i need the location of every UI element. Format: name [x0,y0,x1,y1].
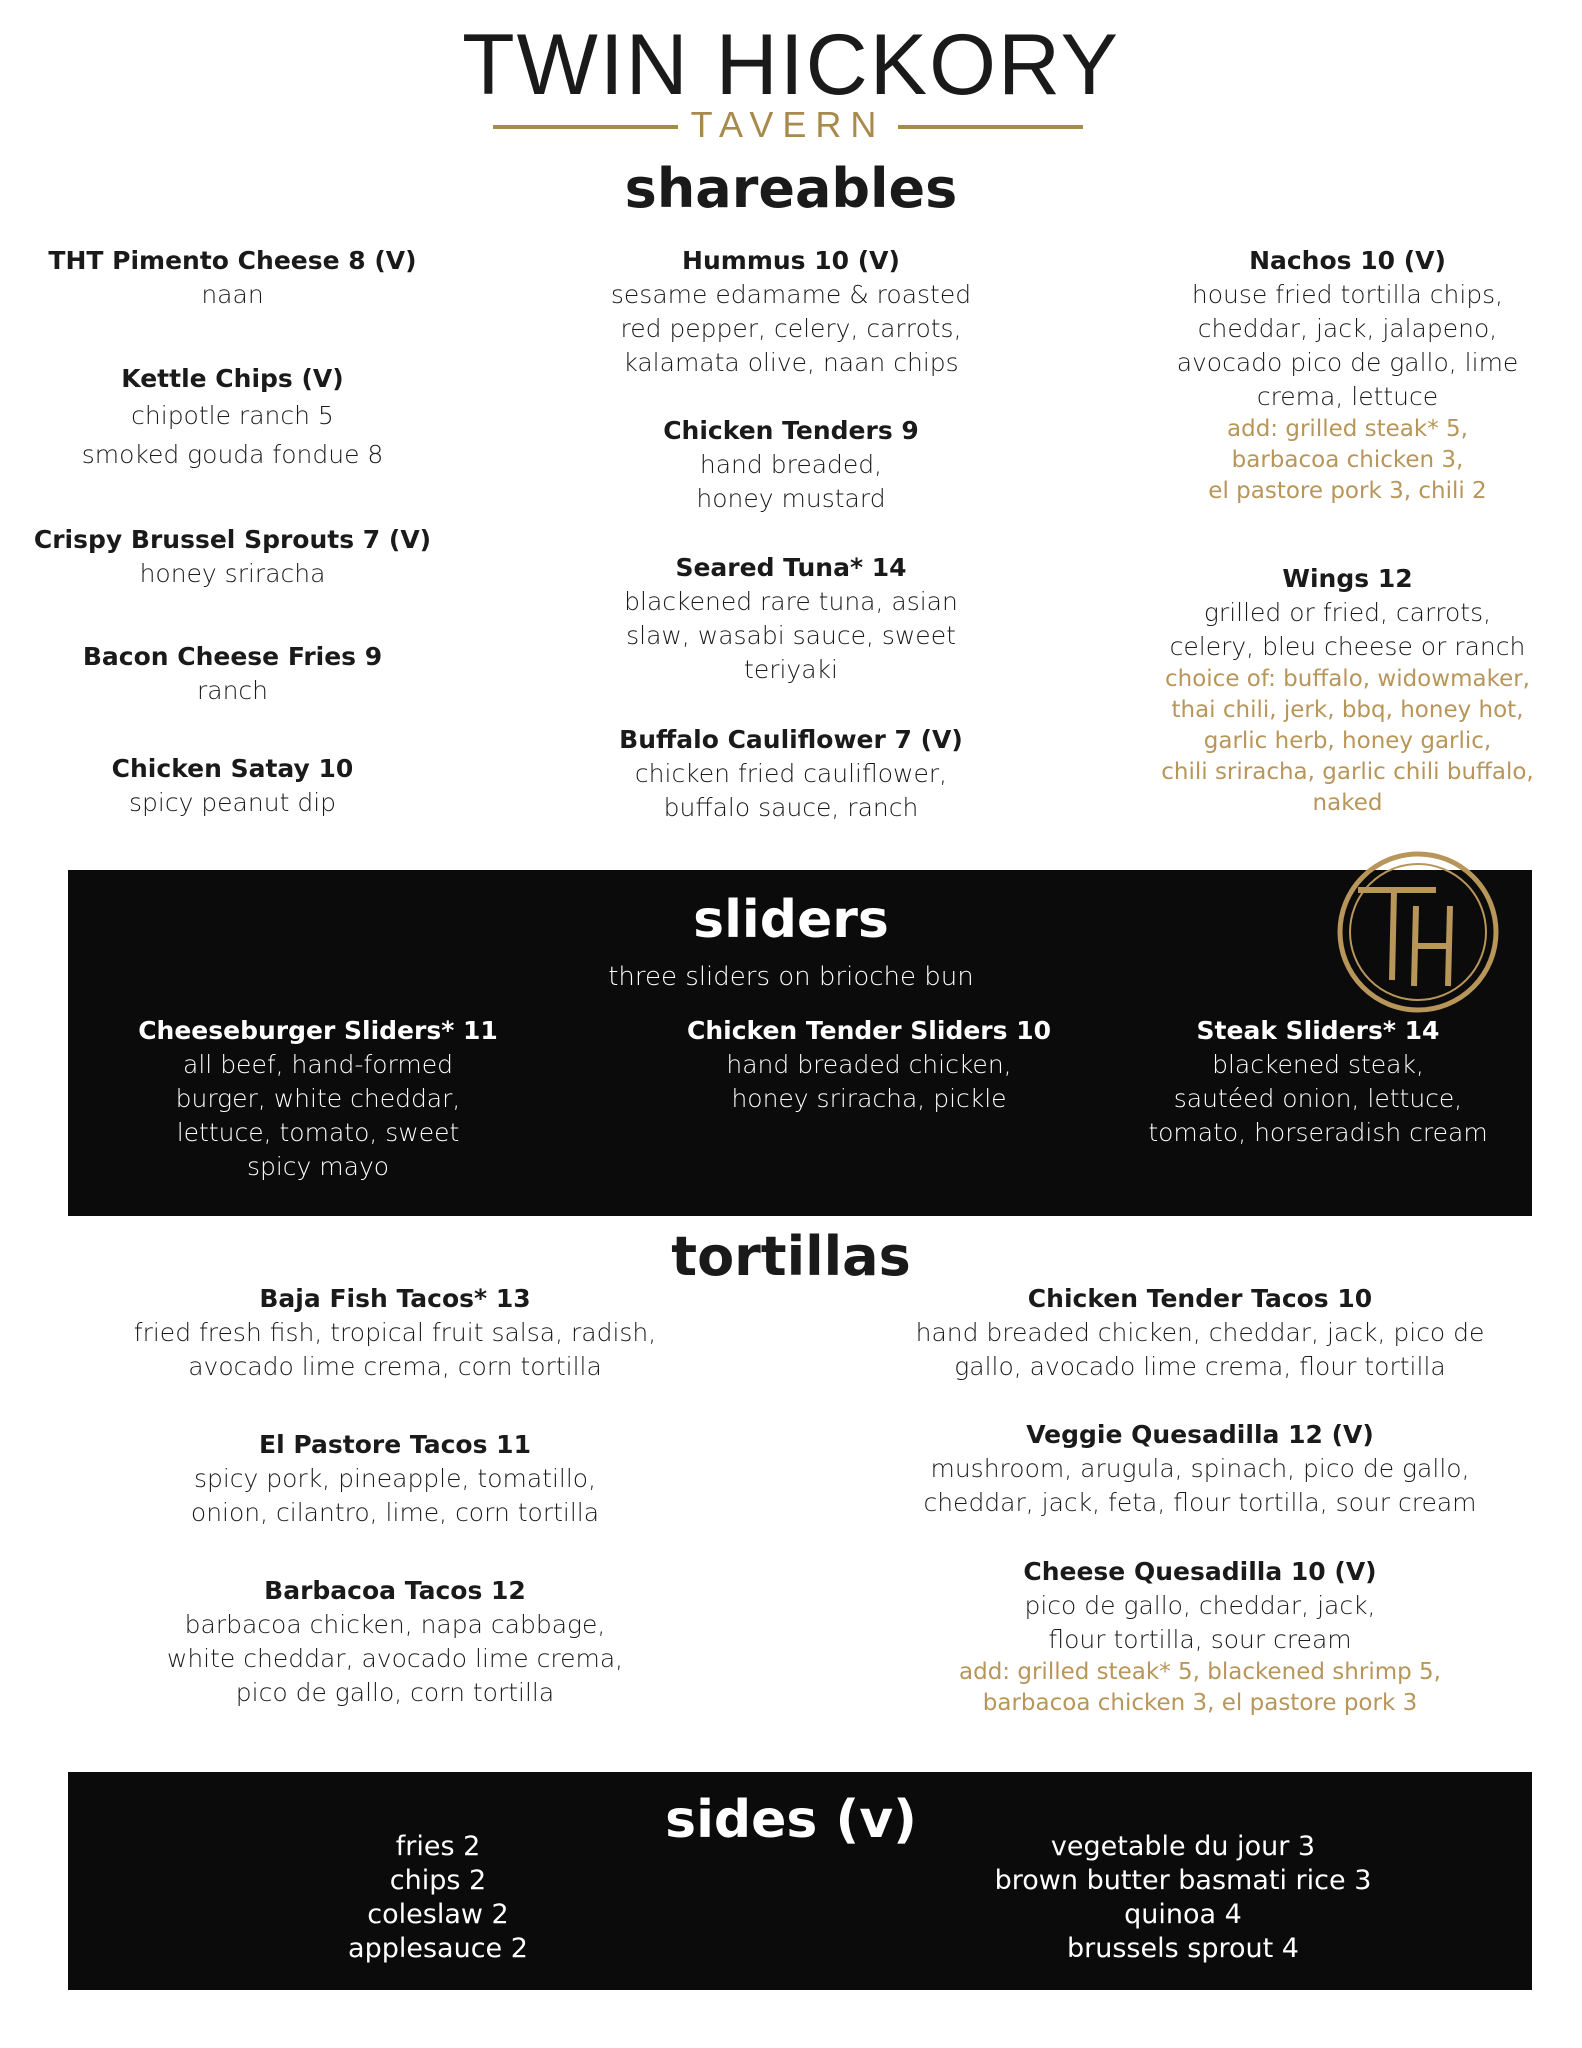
menu-item [20,244,445,312]
item-desc: cheddar, jack, jalapeno, [1197,314,1498,343]
item-name: Veggie Quesadilla 12 (V) [1026,1420,1374,1449]
item-desc: house fried tortilla chips, [1191,280,1504,309]
item-name: Hummus 10 (V) [682,246,900,275]
menu-item [100,1428,690,1530]
sliders-band [68,870,1532,1216]
menu-item [880,1555,1520,1719]
item-desc: gallo, avocado lime crema, flour tortilla [954,1352,1446,1381]
side-item: chips 2 [389,1865,487,1896]
menu-item [565,723,1017,825]
menu-item [618,1014,1120,1116]
item-desc: smoked gouda fondue 8 [81,440,384,469]
menu-item [1120,562,1575,819]
item-desc: honey sriracha, pickle [731,1084,1007,1113]
menu-item [100,1282,690,1384]
menu-item [100,1574,690,1710]
item-addon: el pastore pork 3, chili 2 [1208,478,1487,504]
item-name: Steak Sliders* 14 [1196,1016,1440,1045]
menu-item [1123,1014,1513,1150]
item-desc: onion, cilantro, lime, corn tortilla [190,1498,600,1527]
sliders-title: sliders [693,890,889,950]
item-desc: hand breaded chicken, [726,1050,1012,1079]
item-name: Chicken Tender Tacos 10 [1027,1284,1373,1313]
item-desc: cheddar, jack, feta, flour tortilla, sour cream [923,1488,1477,1517]
divider-right [898,125,1083,129]
item-name: Kettle Chips (V) [121,364,344,393]
item-desc: chipotle ranch 5 [131,401,334,430]
item-name: Crispy Brussel Sprouts 7 (V) [33,525,432,554]
item-desc: blackened steak, [1212,1050,1424,1079]
side-item: brussels sprout 4 [1067,1933,1299,1964]
item-desc: sautéed onion, lettuce, [1173,1084,1463,1113]
item-addon: thai chili, jerk, bbq, honey hot, [1171,697,1524,723]
item-desc: flour tortilla, sour cream [1048,1625,1352,1654]
item-name: Cheeseburger Sliders* 11 [138,1016,498,1045]
item-desc: ranch [196,676,269,705]
item-name: El Pastore Tacos 11 [259,1430,531,1459]
menu-item [1120,244,1575,507]
menu-item [880,1418,1520,1520]
side-item: applesauce 2 [348,1933,528,1964]
item-desc: all beef, hand-formed [183,1050,453,1079]
item-name: Cheese Quesadilla 10 (V) [1023,1557,1377,1586]
sides-list-left [288,1830,588,1966]
item-desc: buffalo sauce, ranch [663,793,919,822]
item-addon: add: grilled steak* 5, [1227,416,1468,442]
item-name: Bacon Cheese Fries 9 [82,642,383,671]
item-name: Nachos 10 (V) [1249,246,1446,275]
menu-item [565,551,1017,687]
menu-item [20,752,445,820]
menu-item [20,523,445,591]
item-desc: red pepper, celery, carrots, [620,314,962,343]
item-name: Chicken Tenders 9 [663,416,919,445]
item-name: Wings 12 [1282,564,1413,593]
item-addon: choice of: buffalo, widowmaker, [1164,666,1530,692]
side-item: coleslaw 2 [367,1899,509,1930]
menu-item [20,640,445,708]
item-desc: hand breaded, [699,450,883,479]
menu-item [880,1282,1520,1384]
item-desc: spicy peanut dip [128,788,337,817]
item-name: THT Pimento Cheese 8 (V) [48,246,417,275]
menu-item [565,244,1017,380]
tortillas-title: tortillas [671,1225,911,1288]
item-desc: avocado pico de gallo, lime [1176,348,1519,377]
item-desc: tomato, horseradish cream [1148,1118,1488,1147]
item-desc: honey mustard [696,484,886,513]
menu-item [20,362,445,474]
sides-title: sides (v) [665,1790,917,1850]
item-desc: fried fresh fish, tropical fruit salsa, radish, [133,1318,657,1347]
item-desc: spicy mayo [246,1152,390,1181]
item-desc: burger, white cheddar, [175,1084,461,1113]
menu-item [108,1014,528,1184]
item-desc: teriyaki [744,655,838,684]
item-desc: chicken fried cauliflower, [634,759,948,788]
item-name: Seared Tuna* 14 [675,553,907,582]
shareables-title: shareables [624,157,958,220]
item-desc: barbacoa chicken, napa cabbage, [184,1610,606,1639]
item-desc: blackened rare tuna, asian [624,587,958,616]
side-item: fries 2 [395,1831,481,1862]
item-desc: pico de gallo, corn tortilla [235,1678,555,1707]
item-desc: kalamata olive, naan chips [623,348,959,377]
item-addon: add: grilled steak* 5, blackened shrimp 5, [959,1659,1441,1685]
th-logo-icon [1318,848,1518,1018]
item-name: Chicken Tender Sliders 10 [686,1016,1051,1045]
item-name: Baja Fish Tacos* 13 [259,1284,531,1313]
menu-item [565,414,1017,516]
sides-list-right [958,1830,1408,1966]
side-item: quinoa 4 [1124,1899,1242,1930]
item-desc: celery, bleu cheese or ranch [1169,632,1526,661]
tavern-subbrand [493,104,1083,147]
item-desc: lettuce, tomato, sweet [176,1118,460,1147]
item-desc: crema, lettuce [1256,382,1439,411]
sides-band [68,1772,1532,1990]
side-item: vegetable du jour 3 [1050,1831,1316,1862]
item-desc: naan [201,280,264,309]
item-desc: sesame edamame & roasted [610,280,972,309]
item-desc: spicy pork, pineapple, tomatillo, [193,1464,597,1493]
item-desc: pico de gallo, cheddar, jack, [1024,1591,1376,1620]
item-name: Buffalo Cauliflower 7 (V) [619,725,963,754]
sliders-subtitle: three sliders on brioche bun [608,962,974,992]
tavern-label: TAVERN [690,104,886,145]
item-desc: hand breaded chicken, cheddar, jack, pico de [915,1318,1485,1347]
item-desc: mushroom, arugula, spinach, pico de gallo, [930,1454,1470,1483]
item-addon: barbacoa chicken 3, el pastore pork 3 [982,1690,1418,1716]
restaurant-name: TWIN HICKORY [462,17,1120,113]
item-name: Chicken Satay 10 [111,754,354,783]
item-addon: garlic herb, honey garlic, [1203,728,1492,754]
item-desc: slaw, wasabi sauce, sweet [626,621,956,650]
item-desc: avocado lime crema, corn tortilla [188,1352,602,1381]
item-addon: barbacoa chicken 3, [1231,447,1464,473]
item-desc: white cheddar, avocado lime crema, [166,1644,624,1673]
item-addon: chili sriracha, garlic chili buffalo, [1161,759,1534,785]
item-name: Barbacoa Tacos 12 [264,1576,526,1605]
item-desc: grilled or fried, carrots, [1203,598,1492,627]
item-desc: honey sriracha [139,559,326,588]
item-addon: naked [1312,790,1383,816]
side-item: brown butter basmati rice 3 [994,1865,1372,1896]
